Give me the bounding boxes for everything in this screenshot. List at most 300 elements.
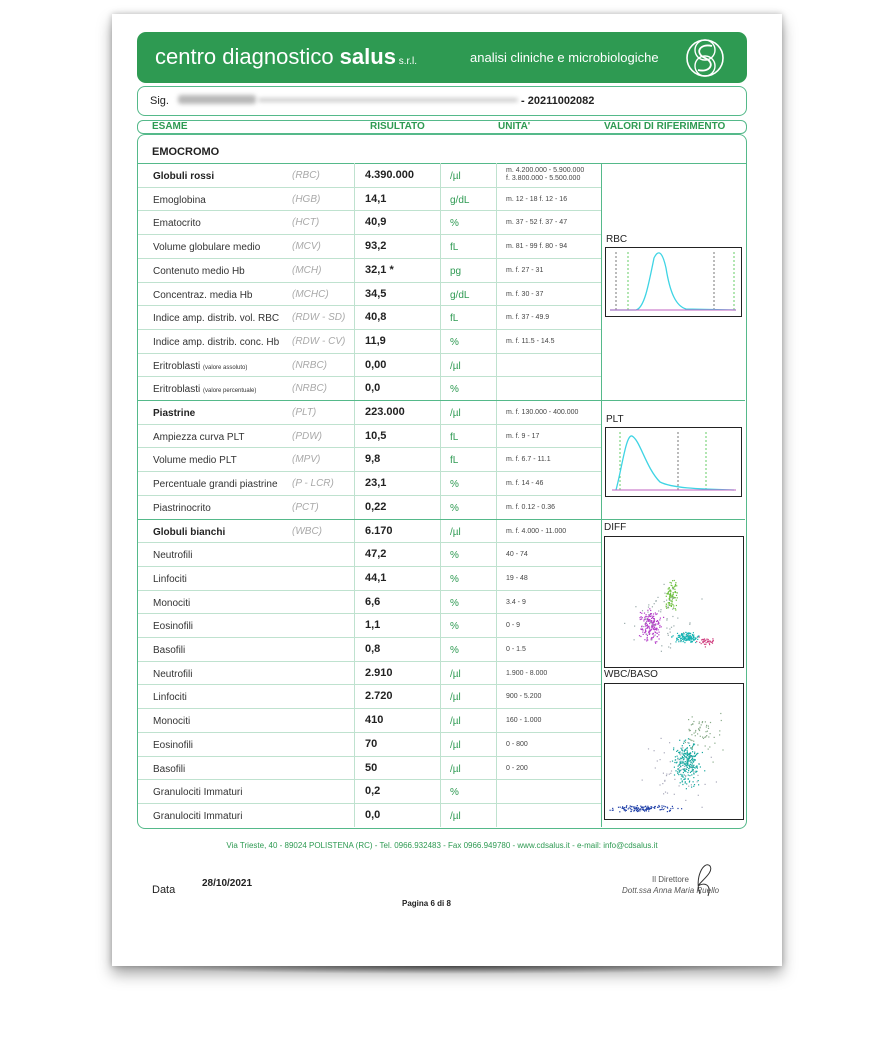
scatter-point xyxy=(692,770,693,771)
scatter-point xyxy=(687,759,688,760)
scatter-point xyxy=(658,623,659,624)
scatter-point xyxy=(658,629,659,630)
reference-range: 19 - 48 xyxy=(506,574,528,582)
scatter-point xyxy=(670,808,671,809)
scatter-point xyxy=(647,640,648,641)
scatter-point xyxy=(699,642,700,643)
result-abbr: (MCH) xyxy=(292,264,322,276)
scatter-point xyxy=(671,582,672,583)
scatter-point xyxy=(660,618,661,619)
scatter-point xyxy=(685,771,686,772)
reference-range: 0 - 9 xyxy=(506,622,521,630)
scatter-point xyxy=(668,592,669,593)
scatter-point xyxy=(672,806,673,807)
scatter-point xyxy=(661,651,662,652)
scatter-point xyxy=(701,598,702,599)
scatter-point xyxy=(706,735,707,736)
scatter-point xyxy=(644,639,645,640)
scatter-point xyxy=(719,734,720,735)
row-divider xyxy=(138,305,601,306)
scatter-point xyxy=(685,740,686,741)
scatter-point xyxy=(654,629,655,630)
scatter-point xyxy=(676,638,677,639)
scatter-point xyxy=(687,635,688,636)
result-name-text: Emoglobina xyxy=(153,194,206,206)
scatter-point xyxy=(637,809,638,810)
scatter-point xyxy=(651,808,652,809)
scatter-point xyxy=(641,807,642,808)
result-value: 4.390.000 xyxy=(365,169,414,181)
scatter-point xyxy=(657,613,658,614)
result-unit: /µl xyxy=(450,810,461,822)
result-unit: /µl xyxy=(450,408,461,419)
scatter-point xyxy=(648,607,649,608)
scatter-point xyxy=(678,774,679,775)
row-divider xyxy=(138,661,601,662)
scatter-point xyxy=(683,772,684,773)
result-abbr: (NRBC) xyxy=(292,359,327,371)
result-abbr: (WBC) xyxy=(292,525,322,537)
result-unit: /µl xyxy=(450,716,461,728)
result-name-text: Basofili xyxy=(153,645,186,656)
scatter-point xyxy=(687,633,688,634)
director-title: Il Direttore xyxy=(652,875,689,884)
lab-tagline: analisi cliniche e microbiologiche xyxy=(470,50,659,65)
scatter-point xyxy=(631,809,632,810)
scatter-point xyxy=(670,582,671,583)
scatter-point xyxy=(702,639,703,640)
scatter-point xyxy=(679,753,680,754)
result-name xyxy=(153,242,260,253)
scatter-point xyxy=(709,644,710,645)
scatter-point xyxy=(687,772,688,773)
row-divider xyxy=(138,447,601,448)
scatter-point xyxy=(697,775,698,776)
scatter-point xyxy=(700,736,701,737)
scatter-point xyxy=(672,604,673,605)
result-unit: % xyxy=(450,384,459,396)
result-value: 50 xyxy=(365,761,378,774)
scatter-point xyxy=(655,614,656,615)
scatter-point xyxy=(708,728,709,729)
row-divider xyxy=(138,542,601,543)
scatter-point xyxy=(674,762,675,763)
scatter-point xyxy=(694,753,695,754)
scatter-point xyxy=(682,781,683,782)
row-divider xyxy=(138,732,601,733)
result-value: 32,1 * xyxy=(365,263,394,276)
scatter-point xyxy=(679,759,680,760)
scatter-point xyxy=(698,795,699,796)
scatter-point xyxy=(684,758,685,759)
rbc-graph-label: RBC xyxy=(606,234,628,245)
scatter-point xyxy=(673,747,674,748)
scatter-point xyxy=(664,781,665,782)
scatter-point xyxy=(618,807,619,808)
scatter-point xyxy=(682,747,683,748)
scatter-point xyxy=(668,605,669,606)
scatter-point xyxy=(654,618,655,619)
scatter-point xyxy=(676,600,677,601)
scatter-point xyxy=(709,640,710,641)
scatter-point xyxy=(663,806,664,807)
scatter-point xyxy=(689,757,690,758)
result-value: 70 xyxy=(365,737,378,750)
scatter-point xyxy=(682,753,683,754)
scatter-point xyxy=(647,806,648,807)
scatter-point xyxy=(681,761,682,762)
scatter-point xyxy=(688,635,689,636)
scatter-point xyxy=(674,779,675,780)
scatter-point xyxy=(642,610,643,611)
scatter-point xyxy=(666,620,667,621)
scatter-point xyxy=(676,751,677,752)
reference-range: m. f. 4.000 - 11.000 xyxy=(506,527,567,535)
scatter-point xyxy=(670,591,671,592)
scatter-point xyxy=(683,757,684,758)
scatter-point xyxy=(687,758,688,759)
scatter-point xyxy=(701,724,702,725)
result-value: 0,0 xyxy=(365,808,381,821)
scatter-point xyxy=(633,810,634,811)
scatter-point xyxy=(702,752,703,753)
result-abbr: (RBC) xyxy=(292,170,320,181)
scatter-point xyxy=(654,625,655,626)
scatter-point xyxy=(674,767,675,768)
result-abbr: (RDW - CV) xyxy=(292,335,346,347)
scatter-point xyxy=(630,808,631,809)
scatter-point xyxy=(634,626,635,627)
result-name xyxy=(153,669,192,680)
scatter-point xyxy=(661,738,662,739)
scatter-point xyxy=(684,768,685,769)
scatter-point xyxy=(670,773,671,774)
scatter-point xyxy=(664,601,665,602)
scatter-point xyxy=(663,793,664,794)
result-unit: pg xyxy=(450,265,462,277)
scatter-point xyxy=(693,632,694,633)
result-name-text: Neutrofili xyxy=(153,668,193,680)
scatter-point xyxy=(681,769,682,770)
scatter-point xyxy=(711,642,712,643)
result-abbr: (PDW) xyxy=(292,430,322,442)
scatter-point xyxy=(666,606,667,607)
reference-range: 1.900 - 8.000 xyxy=(506,669,548,677)
scatter-point xyxy=(705,721,706,722)
scatter-point xyxy=(659,806,660,807)
scatter-point xyxy=(699,727,700,728)
footer-address: Via Trieste, 40 - 89024 POLISTENA (RC) - Tel. 0966.932483 - Fax 0966.949780 - www.cdsalus.it - e-mail: info@cdsalus.it xyxy=(226,841,658,850)
scatter-point xyxy=(662,807,663,808)
scatter-point xyxy=(706,639,707,640)
scatter-point xyxy=(692,751,693,752)
scatter-point xyxy=(645,630,646,631)
result-unit: % xyxy=(450,597,459,609)
scatter-point xyxy=(692,747,693,748)
row-divider xyxy=(138,258,601,259)
scatter-point xyxy=(660,611,661,612)
reference-range-female: f. 3.800.000 - 5.500.000 xyxy=(506,175,581,182)
scatter-point xyxy=(706,725,707,726)
page-number: Pagina 6 di 8 xyxy=(402,899,451,908)
scatter-point xyxy=(696,767,697,768)
scatter-point xyxy=(689,745,690,746)
scatter-point xyxy=(654,631,655,632)
reference-range: m. f. 14 - 46 xyxy=(506,480,544,488)
scatter-point xyxy=(667,607,668,608)
scatter-point xyxy=(693,777,694,778)
scatter-point xyxy=(681,808,682,809)
col-divider-graphs xyxy=(601,163,602,827)
scatter-point xyxy=(682,639,683,640)
scatter-point xyxy=(673,608,674,609)
scatter-point xyxy=(686,765,687,766)
scatter-point xyxy=(691,637,692,638)
scatter-point xyxy=(677,808,678,809)
scatter-point xyxy=(693,639,694,640)
scatter-point xyxy=(705,736,706,737)
result-value: 9,8 xyxy=(365,453,381,466)
director-signature xyxy=(690,858,720,898)
scatter-point xyxy=(691,740,692,741)
scatter-point xyxy=(640,808,641,809)
scatter-point xyxy=(647,635,648,636)
scatter-point xyxy=(645,806,646,807)
scatter-point xyxy=(672,580,673,581)
scatter-point xyxy=(650,630,651,631)
wbc-baso-scatterplot xyxy=(604,683,744,820)
scatter-point xyxy=(654,808,655,809)
result-unit: /µl xyxy=(450,526,461,538)
result-unit: /µl xyxy=(450,668,461,680)
scatter-point xyxy=(667,618,668,619)
scatter-point xyxy=(684,741,685,742)
scatter-point xyxy=(634,806,635,807)
scatter-point xyxy=(661,626,662,627)
scatter-point xyxy=(645,622,646,623)
scatter-point xyxy=(630,805,631,806)
scatter-point xyxy=(686,788,687,789)
result-name-text: Eritroblasti xyxy=(153,360,201,372)
scatter-point xyxy=(686,769,687,770)
scatter-point xyxy=(661,809,662,810)
scatter-point xyxy=(668,602,669,603)
scatter-point xyxy=(613,810,614,811)
scatter-point xyxy=(659,784,660,785)
redacted-address xyxy=(258,98,518,102)
result-abbr: (NRBC) xyxy=(292,383,327,395)
scatter-point xyxy=(669,598,670,599)
result-name-text: Ematocrito xyxy=(153,218,201,230)
scatter-point xyxy=(691,774,692,775)
scatter-point xyxy=(656,621,657,622)
scatter-point xyxy=(716,781,717,782)
row-divider xyxy=(138,613,601,614)
scatter-point xyxy=(695,730,696,731)
scatter-point xyxy=(683,640,684,641)
scatter-point xyxy=(667,807,668,808)
result-name-text: Piastrine xyxy=(153,408,196,419)
scatter-point xyxy=(689,775,690,776)
scatter-point xyxy=(645,625,646,626)
reference-range: m. f. 6.7 - 11.1 xyxy=(506,456,551,464)
scatter-point xyxy=(624,809,625,810)
scatter-point xyxy=(643,620,644,621)
result-name xyxy=(153,432,245,443)
scatter-point xyxy=(656,641,657,642)
wbc-graph-label: WBC/BASO xyxy=(604,669,658,680)
scatter-point xyxy=(696,641,697,642)
scatter-point xyxy=(693,761,694,762)
scatter-point xyxy=(654,603,655,604)
scatter-point xyxy=(684,779,685,780)
result-name-text: Indice amp. distrib. vol. RBC xyxy=(153,313,280,325)
scatter-point xyxy=(682,765,683,766)
scatter-point xyxy=(693,773,694,774)
result-abbr: (MCV) xyxy=(292,241,321,253)
scatter-point xyxy=(671,597,672,598)
result-name xyxy=(153,171,214,182)
lab-name xyxy=(155,44,417,70)
scatter-point xyxy=(685,764,686,765)
scatter-point xyxy=(675,597,676,598)
scatter-point xyxy=(692,746,693,747)
scatter-point xyxy=(687,750,688,751)
scatter-point xyxy=(620,807,621,808)
scatter-point xyxy=(691,784,692,785)
scatter-point xyxy=(688,632,689,633)
scatter-point xyxy=(672,808,673,809)
scatter-point xyxy=(651,807,652,808)
result-value: 0,0 xyxy=(365,382,381,395)
scatter-point xyxy=(695,759,696,760)
scatter-point xyxy=(693,634,694,635)
scatter-point xyxy=(675,641,676,642)
scatter-point xyxy=(641,613,642,614)
scatter-point xyxy=(709,643,710,644)
scatter-point xyxy=(670,594,671,595)
scatter-point xyxy=(650,622,651,623)
result-name-text: Monociti xyxy=(153,716,191,728)
result-name xyxy=(153,408,195,419)
scatter-point xyxy=(720,713,721,714)
scatter-point xyxy=(667,633,668,634)
scatter-point xyxy=(635,808,636,809)
result-name xyxy=(153,313,279,324)
scatter-point xyxy=(666,600,667,601)
scatter-point xyxy=(660,609,661,610)
scatter-point xyxy=(683,779,684,780)
scatter-point xyxy=(690,730,691,731)
scatter-point xyxy=(664,584,665,585)
scatter-point xyxy=(680,635,681,636)
scatter-point xyxy=(634,639,635,640)
scatter-point xyxy=(668,646,669,647)
reference-range: m. f. 130.000 - 400.000 xyxy=(506,409,579,416)
scatter-point xyxy=(687,747,688,748)
scatter-point xyxy=(669,596,670,597)
row-divider xyxy=(138,684,601,685)
scatter-point xyxy=(638,809,639,810)
scatter-point xyxy=(674,774,675,775)
row-divider xyxy=(138,376,601,377)
scatter-point xyxy=(639,635,640,636)
scatter-point xyxy=(685,782,686,783)
scatter-point xyxy=(705,784,706,785)
scatter-point xyxy=(646,634,647,635)
result-name xyxy=(153,527,225,538)
scatter-point xyxy=(683,777,684,778)
scatter-point xyxy=(690,636,691,637)
col-unita: UNITA' xyxy=(498,121,531,132)
result-value: 14,1 xyxy=(365,192,387,205)
result-value: 223.000 xyxy=(365,406,405,418)
scatter-point xyxy=(664,752,665,753)
scatter-point xyxy=(668,594,669,595)
scatter-point xyxy=(669,603,670,604)
row-divider xyxy=(138,234,601,235)
scatter-point xyxy=(694,784,695,785)
result-unit: % xyxy=(450,218,459,230)
result-name xyxy=(153,337,279,348)
scatter-point xyxy=(688,719,689,720)
scatter-point xyxy=(680,754,681,755)
scatter-point xyxy=(673,592,674,593)
row-divider xyxy=(138,471,601,472)
scatter-point xyxy=(661,645,662,646)
scatter-point xyxy=(654,750,655,751)
scatter-point xyxy=(670,647,671,648)
scatter-point xyxy=(691,734,692,735)
scatter-point xyxy=(664,808,665,809)
scatter-point xyxy=(678,759,679,760)
result-value: 0,2 xyxy=(365,785,381,798)
scatter-point xyxy=(652,637,653,638)
scatter-point xyxy=(685,742,686,743)
result-abbr: (RDW - SD) xyxy=(292,312,346,324)
scatter-point xyxy=(657,633,658,634)
scatter-point xyxy=(664,593,665,594)
scatter-point xyxy=(676,762,677,763)
scatter-point xyxy=(665,792,666,793)
scatter-point xyxy=(678,639,679,640)
result-unit: % xyxy=(450,479,459,491)
scatter-point xyxy=(644,806,645,807)
reference-range: m. 4.200.000 - 5.900.000 xyxy=(506,167,585,174)
scatter-point xyxy=(659,619,660,620)
scatter-point xyxy=(682,762,683,763)
scatter-point xyxy=(685,749,686,750)
scatter-point xyxy=(637,805,638,806)
scatter-point xyxy=(670,593,671,594)
scatter-point xyxy=(692,634,693,635)
scatter-point xyxy=(633,806,634,807)
result-value: 2.720 xyxy=(365,690,393,703)
scatter-point xyxy=(695,735,696,736)
scatter-point xyxy=(673,635,674,636)
row-divider xyxy=(138,210,601,211)
result-unit: % xyxy=(450,573,459,585)
scatter-point xyxy=(701,643,702,644)
scatter-point xyxy=(675,756,676,757)
row-divider xyxy=(138,495,601,496)
scatter-point xyxy=(695,731,696,732)
reference-range: m. f. 37 - 49.9 xyxy=(506,314,550,322)
scatter-point xyxy=(689,739,690,740)
result-name-note: (valore percentuale) xyxy=(203,388,257,395)
scatter-point xyxy=(650,610,651,611)
scatter-point xyxy=(699,730,700,731)
